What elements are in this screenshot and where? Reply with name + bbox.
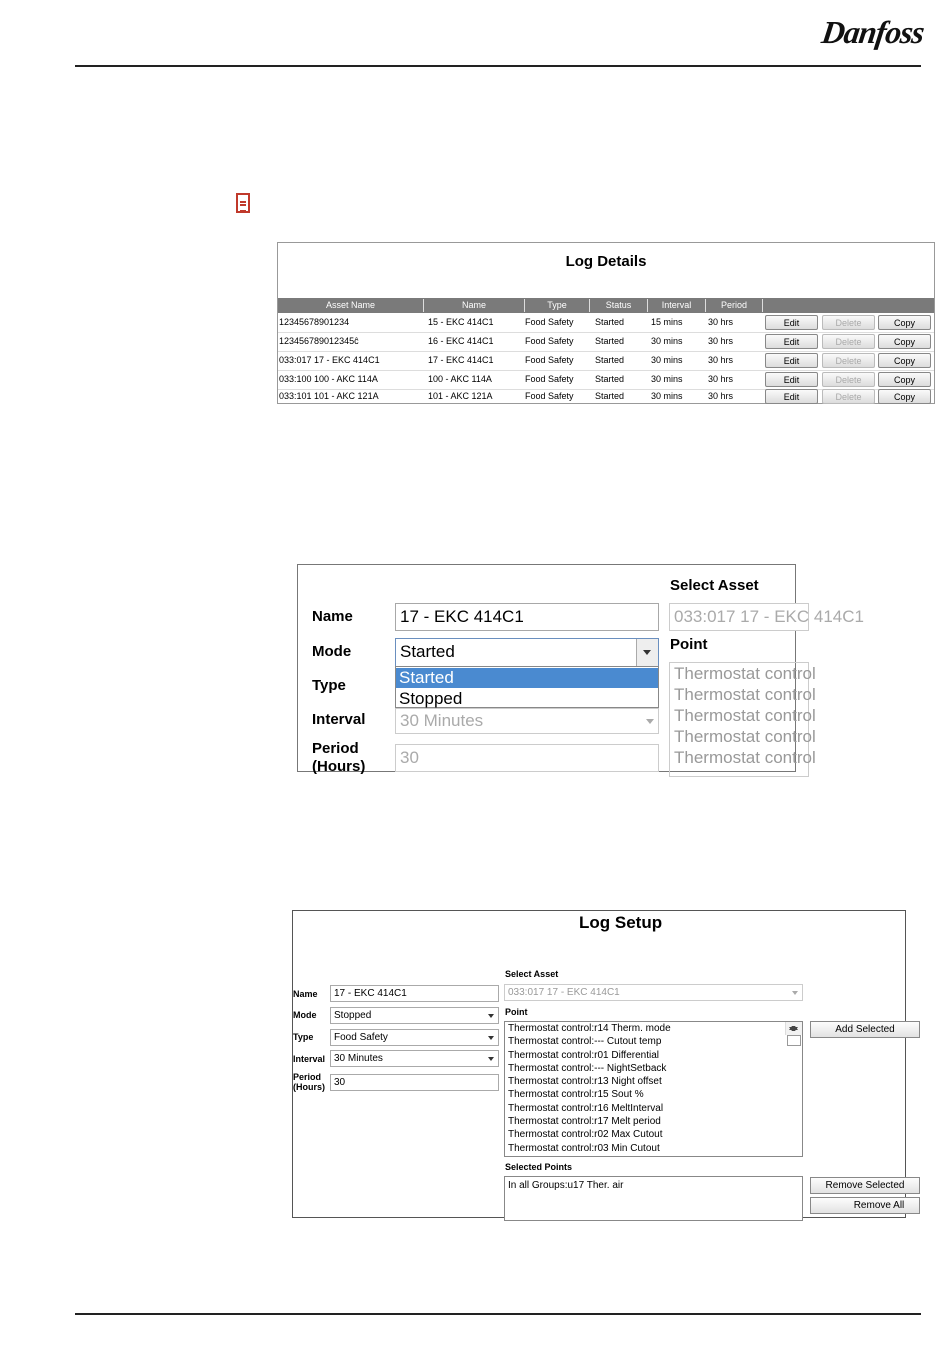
delete-button: Delete [822,372,875,387]
table-row [278,388,934,406]
interval-select-value: 30 Minutes [400,711,484,730]
list-item[interactable]: Thermostat control:r16 MeltInterval [508,1102,664,1114]
name-input[interactable]: 17 - EKC 414C1 [330,985,499,1002]
point-list-scrollbar[interactable] [785,1022,802,1035]
chevron-down-icon [488,1036,494,1040]
cell-interval: 15 mins [651,317,683,327]
danfoss-logo: Danfoss [819,14,927,50]
select-asset-input: 033:017 17 - EKC 414C1 [669,603,809,631]
table-row [278,314,934,333]
header-rule [75,65,921,67]
point-label: Point [670,636,708,653]
cell-status: Started [595,336,625,346]
copy-button[interactable]: Copy [878,315,931,330]
type-select[interactable] [330,1029,499,1046]
cell-interval: 30 mins [651,374,683,384]
log-setup-panel [292,910,906,1218]
cell-interval: 30 mins [651,391,683,401]
mode-label: Mode [293,1010,317,1020]
cell-asset: 123456789012345ĉ [279,336,359,346]
select-asset-label: Select Asset [670,577,759,594]
edit-button[interactable]: Edit [765,315,818,330]
col-status: Status [590,299,648,312]
mode-select[interactable] [395,638,659,667]
cell-name: 15 - EKC 414C1 [428,317,494,327]
scroll-thumb[interactable] [787,1035,801,1046]
cell-type: Food Safety [525,391,574,401]
list-item[interactable]: Thermostat control:r14 Therm. mode [508,1023,671,1034]
mode-dropdown-panel [297,564,864,775]
list-item[interactable]: Thermostat control:r13 Night offset [508,1076,662,1088]
point-label: Point [505,1007,528,1017]
list-item: Thermostat control [674,685,816,704]
list-item[interactable]: Thermostat control:r01 Differential [508,1049,659,1061]
chevron-down-icon [646,719,654,724]
cell-period: 30 hrs [708,391,734,401]
list-item[interactable]: Thermostat control:--- Cutout temp [508,1036,662,1048]
footer-rule [75,1313,921,1315]
table-row [278,333,934,352]
type-label: Type [293,1032,314,1042]
scroll-down-icon[interactable] [789,1027,798,1031]
chevron-down-icon [643,650,651,655]
select-asset-value: 033:017 17 - EKC 414C1 [508,987,620,998]
list-item[interactable]: In all Groups:u17 Ther. air [508,1180,624,1191]
cell-name: 100 - AKC 114A [428,374,492,384]
mode-select-value: Stopped [334,1010,372,1021]
interval-label: Interval [312,711,366,728]
copy-button[interactable]: Copy [878,389,931,404]
delete-button: Delete [822,389,875,404]
period-input[interactable]: 30 [330,1074,499,1091]
delete-button: Delete [822,334,875,349]
cell-asset: 12345678901234 [279,317,350,327]
mode-select[interactable] [330,1007,499,1024]
list-item[interactable]: Thermostat control:r15 Sout % [508,1089,644,1101]
interval-label: Interval [293,1054,326,1064]
point-list[interactable] [504,1021,803,1157]
list-item[interactable]: Thermostat control:r17 Melt period [508,1116,661,1128]
cell-type: Food Safety [525,317,574,327]
mode-label: Mode [312,643,352,660]
delete-button: Delete [822,353,875,368]
chevron-down-icon [488,1014,494,1018]
type-label: Type [312,677,346,694]
cell-period: 30 hrs [708,374,734,384]
cell-interval: 30 mins [651,355,683,365]
cell-name: 17 - EKC 414C1 [428,355,494,365]
period-label: Period (Hours) [312,740,366,775]
interval-select[interactable] [330,1050,499,1067]
col-interval: Interval [648,299,706,312]
note-icon [236,193,250,213]
edit-button[interactable]: Edit [765,334,818,349]
col-asset-name: Asset Name [278,299,424,312]
name-label: Name [312,608,353,625]
log-setup-title: Log Setup [579,913,663,932]
period-input: 30 [395,744,659,772]
cell-type: Food Safety [525,336,574,346]
col-type: Type [525,299,590,312]
name-input[interactable]: 17 - EKC 414C1 [395,603,659,631]
list-item: Thermostat control [674,748,816,767]
copy-button[interactable]: Copy [878,353,931,368]
type-select-value: Food Safety [334,1032,388,1043]
col-period: Period [706,299,763,312]
option-stopped[interactable]: Stopped [399,689,463,708]
cell-status: Started [595,374,625,384]
select-asset-select [504,984,803,1001]
mode-options-list [395,666,659,708]
cell-period: 30 hrs [708,355,734,365]
cell-status: Started [595,317,625,327]
cell-status: Started [595,355,625,365]
list-item: Thermostat control [674,706,816,725]
mode-select-value: Started [400,642,455,661]
log-details-title: Log Details [565,253,647,270]
cell-interval: 30 mins [651,336,683,346]
list-item: Thermostat control [674,727,816,746]
name-label: Name [293,989,318,999]
cell-asset: 033:017 17 - EKC 414C1 [279,355,380,365]
cell-type: Food Safety [525,374,574,384]
point-list [669,662,816,777]
list-item[interactable]: Thermostat control:r02 Max Cutout [508,1129,663,1141]
cell-period: 30 hrs [708,336,734,346]
delete-button: Delete [822,315,875,330]
cell-period: 30 hrs [708,317,734,327]
copy-button[interactable]: Copy [878,334,931,349]
remove-selected-button[interactable]: Remove Selected [810,1177,920,1194]
cell-asset: 033:100 100 - AKC 114A [279,374,378,384]
copy-button[interactable]: Copy [878,372,931,387]
cell-name: 16 - EKC 414C1 [428,336,494,346]
period-label: Period (Hours) [293,1072,325,1092]
remove-all-button[interactable]: Remove All [810,1197,920,1214]
list-item[interactable]: Thermostat control:--- NightSetback [508,1062,667,1074]
list-item: Thermostat control [674,664,816,683]
log-details-header [278,298,934,313]
interval-select [395,708,659,734]
option-started[interactable]: Started [396,668,658,688]
edit-button[interactable]: Edit [765,353,818,368]
cell-type: Food Safety [525,355,574,365]
edit-button[interactable]: Edit [765,389,818,404]
select-asset-label: Select Asset [505,969,559,979]
col-name: Name [424,299,525,312]
chevron-down-icon [488,1057,494,1061]
selected-points-label: Selected Points [505,1162,573,1172]
add-selected-button[interactable]: Add Selected [810,1021,920,1038]
chevron-down-icon [792,991,798,995]
mode-dropdown-button[interactable] [636,639,658,666]
list-item[interactable]: Thermostat control:r03 Min Cutout [508,1142,660,1154]
edit-button[interactable]: Edit [765,372,818,387]
cell-asset: 033:101 101 - AKC 121A [279,391,379,401]
log-details-panel [277,242,935,404]
table-row [278,352,934,371]
interval-select-value: 30 Minutes [334,1053,383,1064]
cell-name: 101 - AKC 121A [428,391,493,401]
cell-status: Started [595,391,625,401]
selected-points-list[interactable] [504,1176,803,1221]
